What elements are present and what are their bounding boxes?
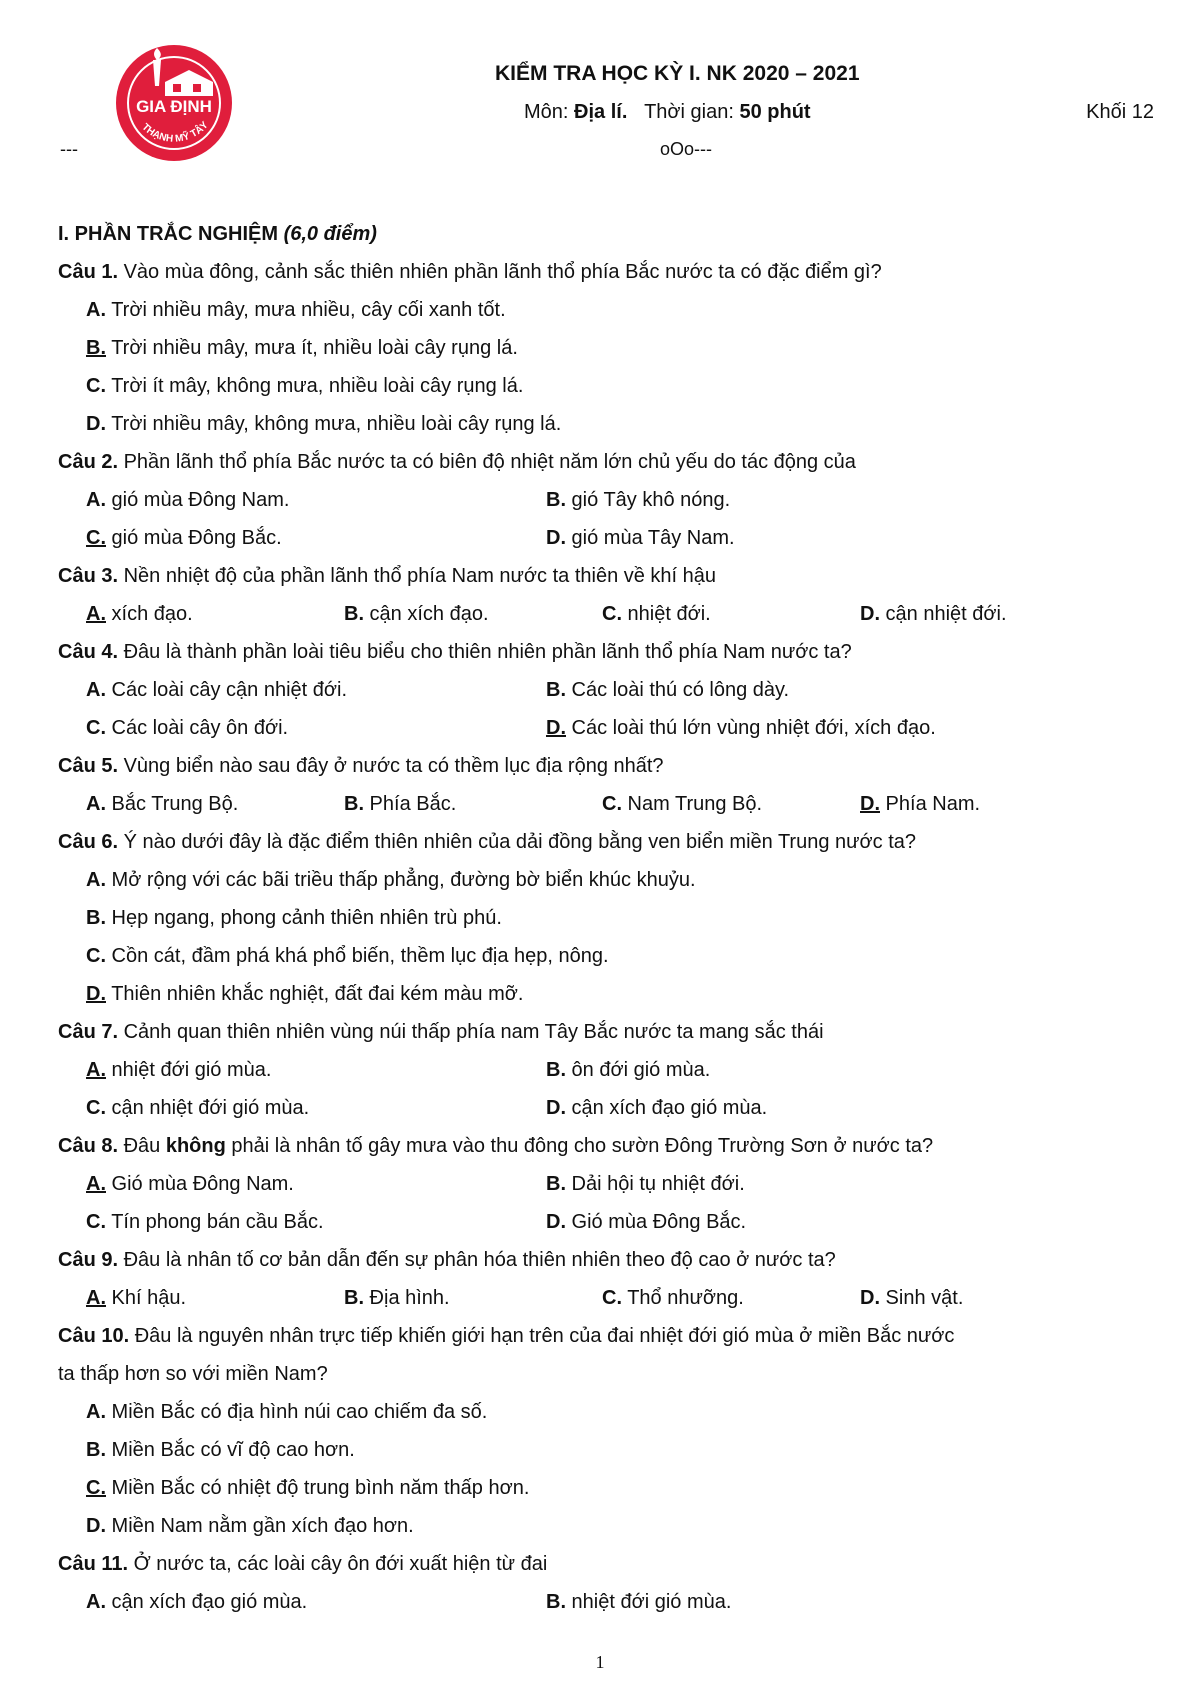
option-text: cận nhiệt đới gió mùa.: [106, 1097, 310, 1119]
question-11: [58, 1545, 1158, 1583]
option-text: Trời ít mây, không mưa, nhiều loài cây rụng lá.: [106, 375, 524, 397]
question-label: Câu 8.: [58, 1135, 119, 1157]
option-letter: C.: [602, 793, 622, 815]
answer-option: [860, 1279, 1118, 1317]
answer-option: [86, 899, 502, 937]
grade-label: Khối 12: [1086, 101, 1154, 123]
option-letter: C.: [86, 945, 106, 967]
option-text: Hẹp ngang, phong cảnh thiên nhiên trù phú.: [106, 907, 502, 929]
option-letter: A.: [86, 299, 106, 321]
option-letter: A.: [86, 489, 106, 511]
option-letter: C.: [602, 1287, 622, 1309]
options-row: [58, 861, 1158, 899]
options-row: [58, 481, 1158, 519]
options-row: [58, 1393, 1158, 1431]
option-letter: D.: [86, 413, 106, 435]
option-text: Tín phong bán cầu Bắc.: [106, 1211, 324, 1233]
answer-option: [86, 1203, 546, 1241]
option-letter: D.: [86, 983, 106, 1005]
answer-option: [86, 1583, 546, 1621]
options-row: [58, 367, 1158, 405]
option-letter: D.: [860, 603, 880, 625]
time-label: Thời gian:: [644, 101, 740, 123]
answer-option: [546, 519, 1006, 557]
option-letter: C.: [86, 1097, 106, 1119]
question-8: [58, 1127, 1158, 1165]
option-text: gió mùa Đông Bắc.: [106, 527, 282, 549]
answer-option: [546, 1089, 1006, 1127]
answer-option: [602, 785, 860, 823]
option-letter: D.: [860, 1287, 880, 1309]
option-letter: B.: [86, 907, 106, 929]
option-text: Miền Bắc có vĩ độ cao hơn.: [106, 1439, 355, 1461]
options-row: [58, 595, 1158, 633]
question-5: [58, 747, 1158, 785]
option-text: Miền Bắc có địa hình núi cao chiếm đa số.: [106, 1401, 488, 1423]
option-text: nhiệt đới gió mùa.: [106, 1059, 272, 1081]
answer-option: [86, 975, 523, 1013]
options-row: [58, 405, 1158, 443]
options-row: [58, 1279, 1158, 1317]
option-letter: B.: [546, 489, 566, 511]
option-letter: C.: [86, 1477, 106, 1499]
question-2: [58, 443, 1158, 481]
answer-option: [86, 1431, 355, 1469]
answer-option: [86, 1507, 414, 1545]
option-text: Địa hình.: [364, 1287, 450, 1309]
answer-option: [86, 709, 546, 747]
question-label: Câu 10.: [58, 1325, 130, 1347]
option-letter: A.: [86, 1401, 106, 1423]
options-row: [58, 1051, 1158, 1089]
answer-option: [86, 1051, 546, 1089]
answer-option: [86, 291, 506, 329]
time-value: 50 phút: [739, 101, 811, 123]
answer-option: [86, 1089, 546, 1127]
answer-option: [546, 1051, 1006, 1089]
question-text: phải là nhân tố gây mưa vào thu đông cho sườn Đông Trường Sơn ở nước ta?: [225, 1135, 934, 1157]
option-letter: B.: [546, 1173, 566, 1195]
question-text: Đâu: [118, 1135, 166, 1157]
option-letter: D.: [546, 717, 566, 739]
logo-text-bottom: THẠNH MỸ TÂY: [139, 119, 211, 145]
option-text: gió mùa Đông Nam.: [106, 489, 290, 511]
option-letter: C.: [602, 603, 622, 625]
question-4: [58, 633, 1158, 671]
option-text: Các loài cây cận nhiệt đới.: [106, 679, 348, 701]
option-text: gió mùa Tây Nam.: [566, 527, 735, 549]
option-letter: A.: [86, 679, 106, 701]
option-letter: C.: [86, 375, 106, 397]
option-text: cận nhiệt đới.: [880, 603, 1007, 625]
answer-option: [86, 785, 344, 823]
option-letter: C.: [86, 1211, 106, 1233]
options-row: [58, 1203, 1158, 1241]
options-row: [58, 1469, 1158, 1507]
options-row: [58, 329, 1158, 367]
options-row: [58, 899, 1158, 937]
option-letter: B.: [344, 793, 364, 815]
question-3: [58, 557, 1158, 595]
question-label: Câu 9.: [58, 1249, 119, 1271]
question-10: [58, 1317, 1158, 1393]
option-text: Phía Nam.: [880, 793, 981, 815]
answer-option: [86, 367, 523, 405]
option-letter: A.: [86, 869, 106, 891]
answer-option: [546, 1583, 1006, 1621]
answer-option: [86, 1279, 344, 1317]
option-letter: C.: [86, 527, 106, 549]
option-text: Bắc Trung Bộ.: [106, 793, 239, 815]
header-dash: ---: [60, 139, 78, 159]
answer-option: [86, 861, 696, 899]
option-text: Khí hậu.: [106, 1287, 187, 1309]
answer-option: [86, 329, 518, 367]
option-letter: D.: [546, 1211, 566, 1233]
answer-option: [86, 1469, 529, 1507]
question-text: Đâu là thành phần loài tiêu biểu cho thiên nhiên phần lãnh thổ phía Nam nước ta?: [118, 641, 852, 663]
options-row: [58, 1507, 1158, 1545]
answer-option: [86, 481, 546, 519]
question-label: Câu 6.: [58, 831, 119, 853]
option-letter: B.: [86, 1439, 106, 1461]
option-text: Gió mùa Đông Nam.: [106, 1173, 294, 1195]
answer-option: [86, 1165, 546, 1203]
question-text: Nền nhiệt độ của phần lãnh thổ phía Nam nước ta thiên về khí hậu: [118, 565, 717, 587]
question-label: Câu 7.: [58, 1021, 119, 1043]
options-row: [58, 937, 1158, 975]
answer-option: [546, 1165, 1006, 1203]
question-label: Câu 4.: [58, 641, 119, 663]
question-text: Vào mùa đông, cảnh sắc thiên nhiên phần lãnh thổ phía Bắc nước ta có đặc điểm gì?: [118, 261, 882, 283]
option-text: Các loài cây ôn đới.: [106, 717, 289, 739]
option-text: Phía Bắc.: [364, 793, 457, 815]
options-row: [58, 975, 1158, 1013]
exam-subject-time: [524, 101, 811, 124]
option-text: ôn đới gió mùa.: [566, 1059, 711, 1081]
option-letter: A.: [86, 793, 106, 815]
answer-option: [546, 1203, 1006, 1241]
question-text: Đâu là nguyên nhân trực tiếp khiến giới hạn trên của đai nhiệt đới gió mùa ở miền Bắc nước: [129, 1325, 955, 1347]
exam-content: [58, 215, 1158, 1621]
logo-text-top: GIA ĐỊNH: [136, 97, 212, 116]
option-letter: D.: [86, 1515, 106, 1537]
answer-option: [86, 937, 609, 975]
option-letter: A.: [86, 1059, 106, 1081]
question-label: Câu 1.: [58, 261, 119, 283]
section-title: I. PHẦN TRẮC NGHIỆM: [58, 223, 284, 245]
header-ooo: oOo---: [660, 139, 713, 159]
answer-option: [86, 595, 344, 633]
option-text: Thổ nhưỡng.: [622, 1287, 744, 1309]
option-text: Sinh vật.: [880, 1287, 964, 1309]
option-letter: A.: [86, 1591, 106, 1613]
option-letter: B.: [546, 1059, 566, 1081]
question-text: Cảnh quan thiên nhiên vùng núi thấp phía nam Tây Bắc nước ta mang sắc thái: [118, 1021, 824, 1043]
options-row: [58, 1089, 1158, 1127]
question-9: [58, 1241, 1158, 1279]
answer-option: [86, 405, 561, 443]
question-label: Câu 2.: [58, 451, 119, 473]
option-text: nhiệt đới.: [622, 603, 711, 625]
option-letter: B.: [344, 603, 364, 625]
option-text: Miền Bắc có nhiệt độ trung bình năm thấp hơn.: [106, 1477, 530, 1499]
question-text: Ý nào dưới đây là đặc điểm thiên nhiên của dải đồng bằng ven biển miền Trung nước ta?: [118, 831, 916, 853]
question-1: [58, 253, 1158, 291]
question-text: ta thấp hơn so với miền Nam?: [58, 1363, 328, 1385]
question-text: Phần lãnh thổ phía Bắc nước ta có biên độ nhiệt năm lớn chủ yếu do tác động của: [118, 451, 856, 473]
question-7: [58, 1013, 1158, 1051]
school-logo: [113, 42, 235, 164]
answer-option: [602, 595, 860, 633]
answer-option: [860, 595, 1118, 633]
question-label: Câu 11.: [58, 1553, 129, 1575]
question-6: [58, 823, 1158, 861]
answer-option: [860, 785, 1118, 823]
question-text: Vùng biển nào sau đây ở nước ta có thềm lục địa rộng nhất?: [118, 755, 664, 777]
option-text: cận xích đạo gió mùa.: [566, 1097, 768, 1119]
answer-option: [86, 671, 546, 709]
option-text: nhiệt đới gió mùa.: [566, 1591, 732, 1613]
answer-option: [546, 481, 1006, 519]
option-text: Mở rộng với các bãi triều thấp phẳng, đường bờ biển khúc khuỷu.: [106, 869, 696, 891]
subject-label: Môn:: [524, 101, 575, 123]
options-row: [58, 1431, 1158, 1469]
answer-option: [602, 1279, 860, 1317]
option-text: Trời nhiều mây, mưa nhiều, cây cối xanh tốt.: [106, 299, 506, 321]
option-text: xích đạo.: [106, 603, 193, 625]
options-row: [58, 291, 1158, 329]
question-text: Đâu là nhân tố cơ bản dẫn đến sự phân hóa thiên nhiên theo độ cao ở nước ta?: [118, 1249, 836, 1271]
option-letter: D.: [546, 527, 566, 549]
option-letter: B.: [344, 1287, 364, 1309]
option-text: gió Tây khô nóng.: [566, 489, 731, 511]
option-text: Thiên nhiên khắc nghiệt, đất đai kém màu mỡ.: [106, 983, 524, 1005]
option-text: Trời nhiều mây, không mưa, nhiều loài cây rụng lá.: [106, 413, 562, 435]
options-row: [58, 1165, 1158, 1203]
options-row: [58, 785, 1158, 823]
answer-option: [344, 785, 602, 823]
answer-option: [546, 671, 1006, 709]
option-text: Các loài thú có lông dày.: [566, 679, 790, 701]
exam-title: KIỂM TRA HỌC KỲ I. NK 2020 – 2021: [495, 62, 860, 85]
option-text: Gió mùa Đông Bắc.: [566, 1211, 747, 1233]
question-label: Câu 5.: [58, 755, 119, 777]
question-label: Câu 3.: [58, 565, 119, 587]
option-text: Cồn cát, đầm phá khá phổ biến, thềm lục địa hẹp, nông.: [106, 945, 609, 967]
question-text: Ở nước ta, các loài cây ôn đới xuất hiện từ đai: [128, 1553, 548, 1575]
question-list: [58, 253, 1158, 1621]
question-text: không: [165, 1135, 226, 1157]
option-letter: D.: [860, 793, 880, 815]
option-text: cận xích đạo gió mùa.: [106, 1591, 308, 1613]
option-text: Dải hội tụ nhiệt đới.: [566, 1173, 745, 1195]
option-letter: B.: [546, 679, 566, 701]
answer-option: [86, 519, 546, 557]
option-text: Nam Trung Bộ.: [622, 793, 763, 815]
option-letter: A.: [86, 1173, 106, 1195]
option-letter: C.: [86, 717, 106, 739]
answer-option: [344, 1279, 602, 1317]
answer-option: [344, 595, 602, 633]
subject-value: Địa lí.: [574, 101, 628, 123]
option-letter: B.: [546, 1591, 566, 1613]
section-points: (6,0 điểm): [283, 223, 377, 245]
option-letter: D.: [546, 1097, 566, 1119]
section-heading: [58, 215, 1158, 253]
options-row: [58, 1583, 1158, 1621]
option-letter: A.: [86, 1287, 106, 1309]
options-row: [58, 709, 1158, 747]
option-text: Miền Nam nằm gần xích đạo hơn.: [106, 1515, 414, 1537]
option-text: Trời nhiều mây, mưa ít, nhiều loài cây rụng lá.: [106, 337, 518, 359]
answer-option: [546, 709, 1006, 747]
options-row: [58, 519, 1158, 557]
page-number: 1: [595, 1652, 605, 1672]
option-text: Các loài thú lớn vùng nhiệt đới, xích đạo.: [566, 717, 936, 739]
option-letter: A.: [86, 603, 106, 625]
option-text: cận xích đạo.: [364, 603, 489, 625]
answer-option: [86, 1393, 487, 1431]
options-row: [58, 671, 1158, 709]
option-letter: B.: [86, 337, 106, 359]
